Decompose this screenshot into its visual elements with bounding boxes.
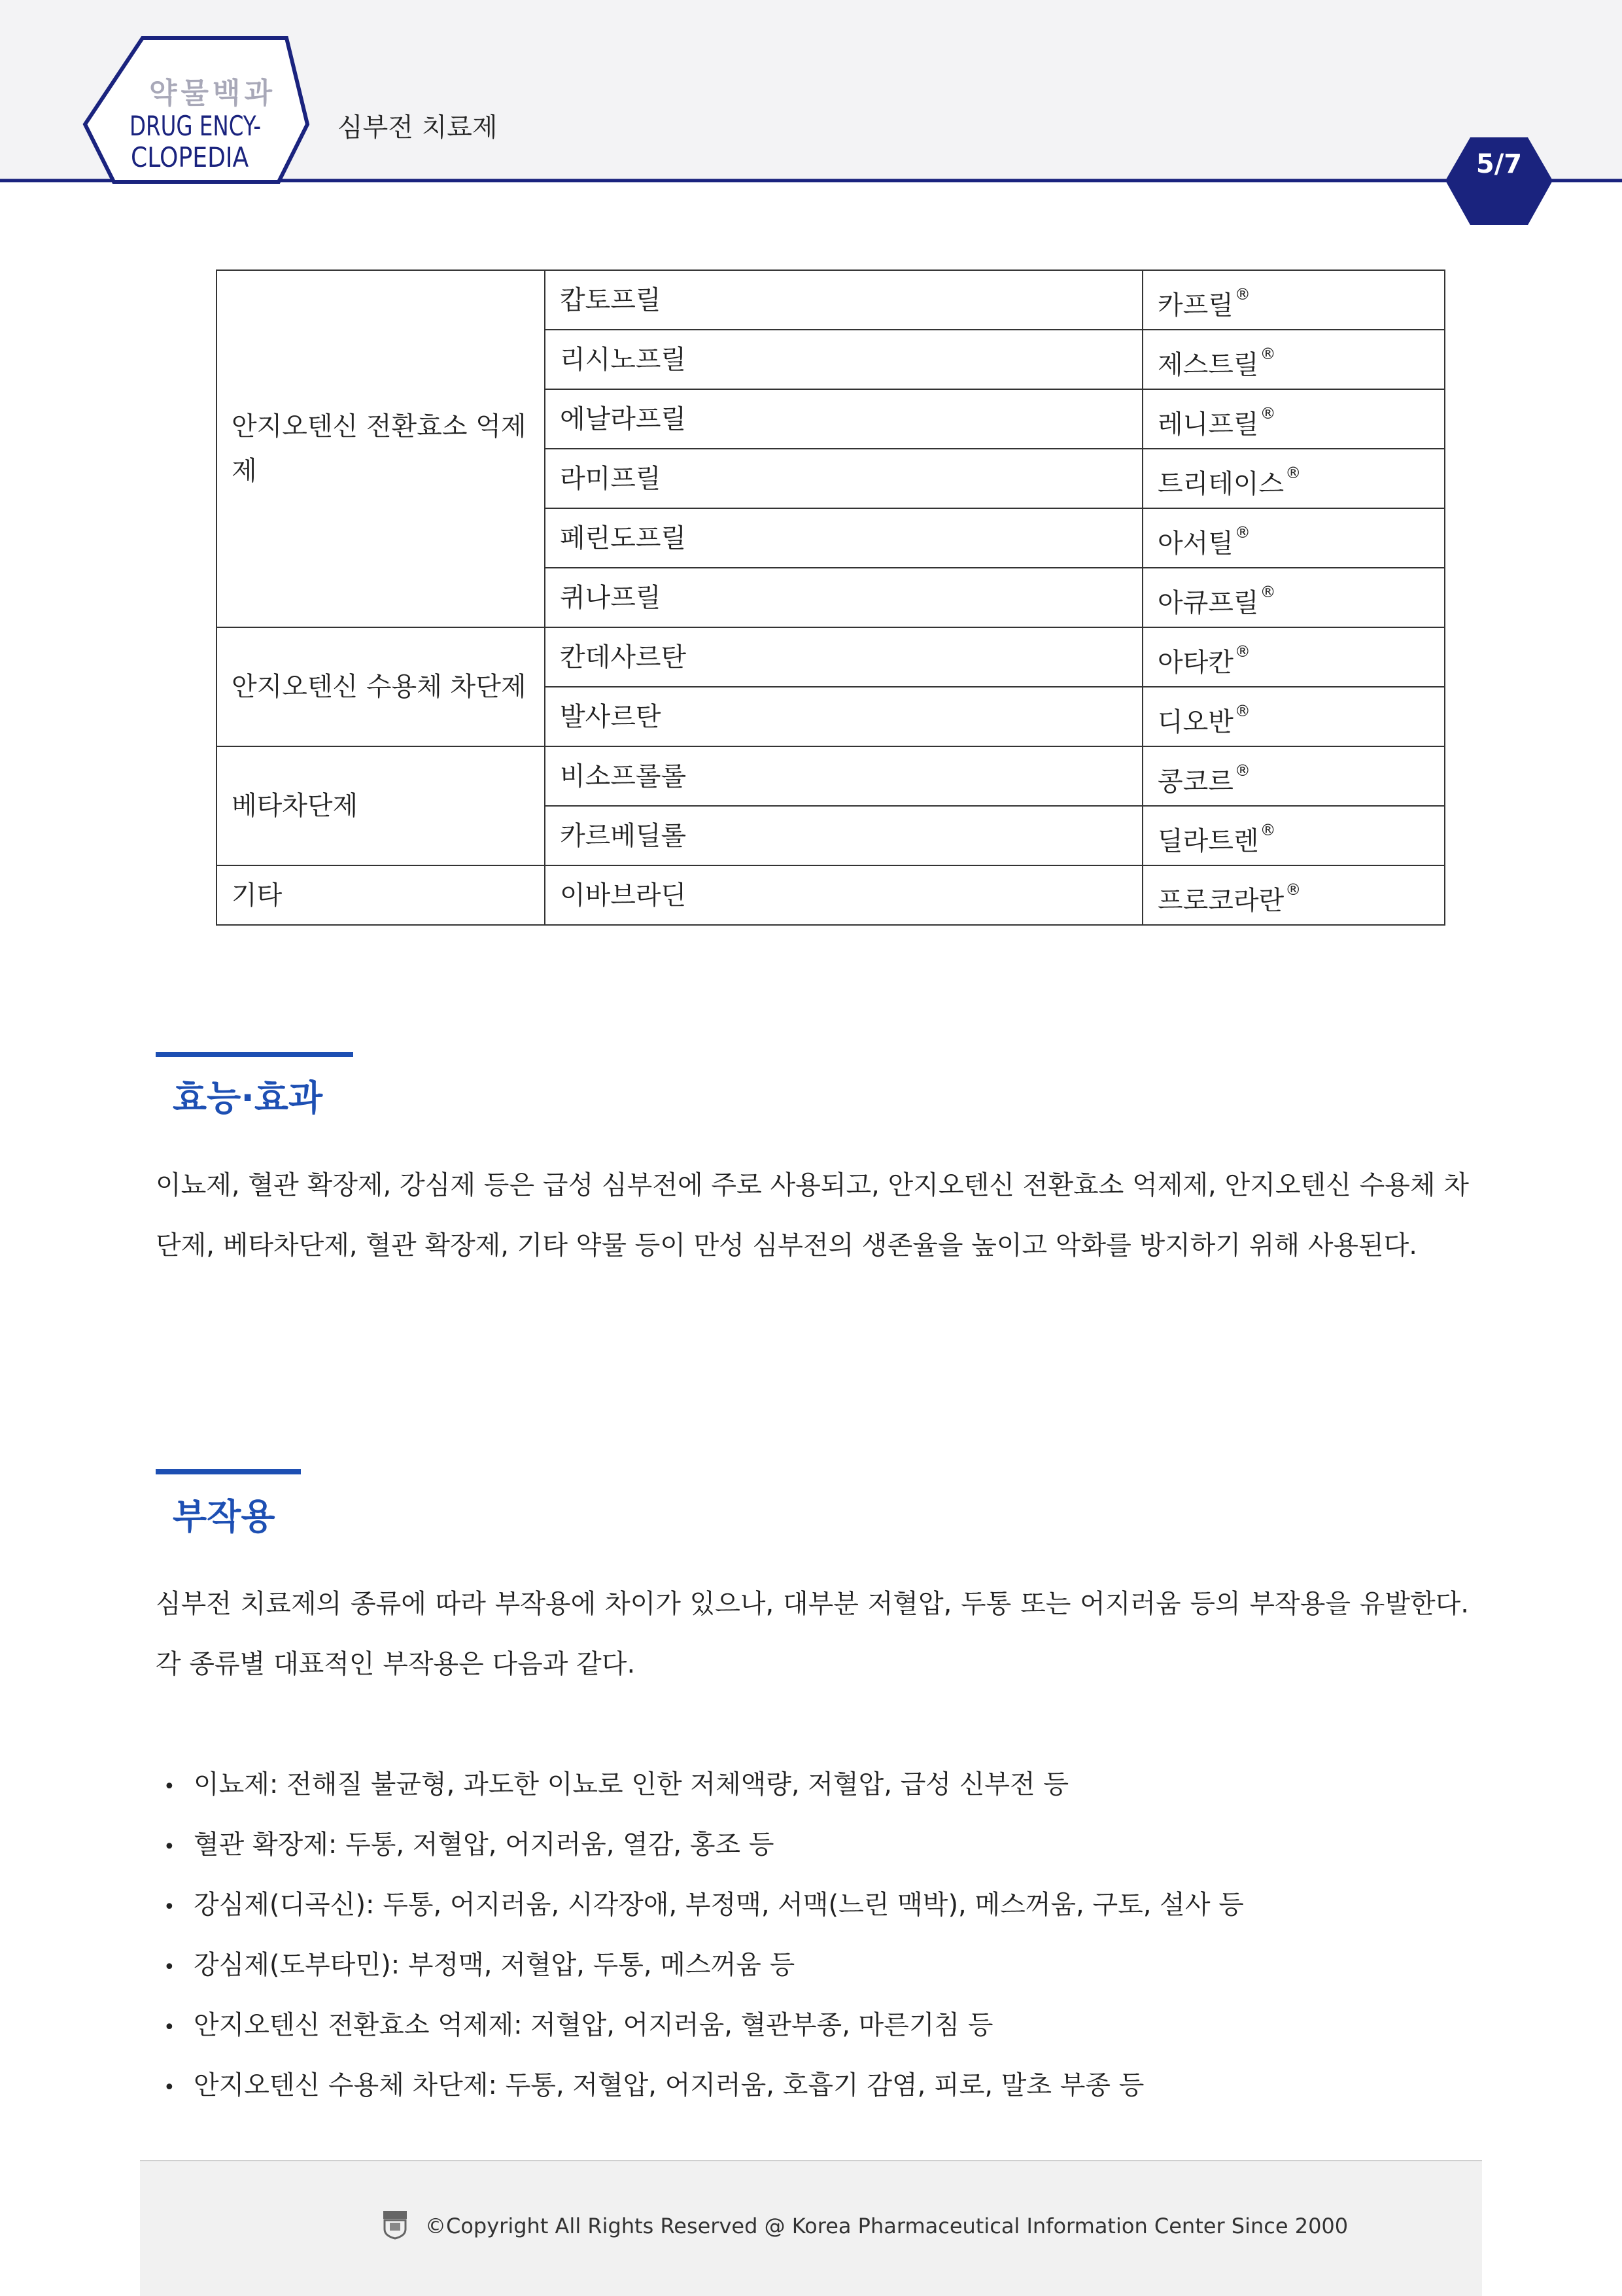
side-effects-heading: 부작용 <box>173 1496 275 1537</box>
list-item <box>164 1875 1244 1935</box>
generic-name-cell: 칸데사르탄 <box>545 627 1143 687</box>
side-effects-heading-bar <box>156 1469 301 1474</box>
document-title: 심부전 치료제 <box>337 113 498 143</box>
logo-korean: 약물백과 <box>148 77 276 110</box>
list-item <box>164 2055 1244 2115</box>
registered-mark: ® <box>1260 821 1276 839</box>
brand-name-cell <box>1143 806 1445 865</box>
brand-name: 제스트릴 <box>1158 350 1259 380</box>
generic-name-cell: 발사르탄 <box>545 687 1143 746</box>
brand-name-cell <box>1143 746 1445 806</box>
table-row <box>216 746 1445 806</box>
brand-name-cell <box>1143 627 1445 687</box>
generic-name-cell: 비소프롤롤 <box>545 746 1143 806</box>
brand-name: 콩코르 <box>1158 767 1234 797</box>
efficacy-heading-bar <box>156 1052 353 1057</box>
bullet-icon: • <box>164 1835 175 1858</box>
registered-mark: ® <box>1285 464 1302 482</box>
drug-class-cell: 기타 <box>216 865 545 925</box>
brand-name-cell <box>1143 508 1445 568</box>
copyright-text: ©Copyright All Rights Reserved @ Korea Pharmaceutical Information Center Since 2000 <box>425 2214 1349 2238</box>
registered-mark: ® <box>1234 761 1251 780</box>
registered-mark: ® <box>1234 642 1251 661</box>
efficacy-heading: 효능·효과 <box>173 1077 323 1119</box>
list-item <box>164 1935 1244 1995</box>
drug-class-cell: 안지오텐신 전환효소 억제제 <box>216 270 545 627</box>
generic-name-cell: 리시노프릴 <box>545 330 1143 389</box>
drug-class-cell: 베타차단제 <box>216 746 545 865</box>
brand-name: 프로코라란 <box>1158 886 1285 916</box>
side-effect-text: 강심제(디곡신): 두통, 어지러움, 시각장애, 부정맥, 서맥(느린 맥박), 메스꺼움, 구토, 설사 등 <box>194 1890 1244 1920</box>
brand-name-cell <box>1143 270 1445 330</box>
brand-name: 딜라트렌 <box>1158 826 1259 856</box>
side-effect-text: 안지오텐신 수용체 차단제: 두통, 저혈압, 어지러움, 호흡기 감염, 피로, 말초 부종 등 <box>194 2070 1145 2100</box>
table-row <box>216 627 1445 687</box>
bullet-icon: • <box>164 1956 175 1979</box>
generic-name-cell: 퀴나프릴 <box>545 568 1143 627</box>
registered-mark: ® <box>1260 345 1276 363</box>
logo-english-line1: DRUG ENCY- <box>129 110 262 142</box>
drug-table <box>216 270 1445 926</box>
list-item <box>164 1815 1244 1875</box>
bullet-icon: • <box>164 1775 175 1798</box>
list-item <box>164 1995 1244 2055</box>
generic-name-cell: 이바브라딘 <box>545 865 1143 925</box>
table-row <box>216 865 1445 925</box>
bullet-icon: • <box>164 1896 175 1919</box>
efficacy-paragraph: 이뇨제, 혈관 확장제, 강심제 등은 급성 심부전에 주로 사용되고, 안지오텐신 전환효소 억제제, 안지오텐신 수용체 차단제, 베타차단제, 혈관 확장제, 기타 약물 등이 만성 심부전의 생존율을 높이고 악화를 방지하기 위해 사용된다. <box>156 1170 1469 1261</box>
registered-mark: ® <box>1234 702 1251 720</box>
brand-name: 카프릴 <box>1158 290 1234 321</box>
brand-name: 아서틸 <box>1158 529 1234 559</box>
generic-name-cell: 카르베딜롤 <box>545 806 1143 865</box>
table-row <box>216 270 1445 330</box>
brand-name: 디오반 <box>1158 707 1234 737</box>
side-effect-text: 안지오텐신 전환효소 억제제: 저혈압, 어지러움, 혈관부종, 마른기침 등 <box>194 2010 993 2040</box>
side-effect-text: 이뇨제: 전해질 불균형, 과도한 이뇨로 인한 저체액량, 저혈압, 급성 신부전 등 <box>194 1769 1069 1800</box>
generic-name-cell: 캅토프릴 <box>545 270 1143 330</box>
brand-name-cell <box>1143 389 1445 449</box>
brand-name: 레니프릴 <box>1158 409 1259 440</box>
registered-mark: ® <box>1234 285 1251 304</box>
drug-table-body <box>216 270 1445 925</box>
logo-english-line2: CLOPEDIA <box>131 141 249 173</box>
registered-mark: ® <box>1260 404 1276 423</box>
generic-name-cell: 라미프릴 <box>545 449 1143 508</box>
list-item <box>164 1754 1244 1815</box>
brand-name-cell <box>1143 687 1445 746</box>
registered-mark: ® <box>1285 880 1302 899</box>
brand-name-cell <box>1143 568 1445 627</box>
side-effects-list <box>164 1754 1244 2115</box>
brand-name: 아큐프릴 <box>1158 588 1259 618</box>
side-effect-text: 혈관 확장제: 두통, 저혈압, 어지러움, 열감, 홍조 등 <box>194 1830 774 1860</box>
kpic-logo-icon <box>382 2210 408 2240</box>
generic-name-cell: 에날라프릴 <box>545 389 1143 449</box>
brand-name: 아타칸 <box>1158 648 1234 678</box>
side-effect-text: 강심제(도부타민): 부정맥, 저혈압, 두통, 메스꺼움 등 <box>194 1950 795 1980</box>
brand-name-cell <box>1143 330 1445 389</box>
page-number: 5/7 <box>1475 149 1523 179</box>
side-effects-intro: 심부전 치료제의 종류에 따라 부작용에 차이가 있으나, 대부분 저혈압, 두통 또는 어지러움 등의 부작용을 유발한다. 각 종류별 대표적인 부작용은 다음과 같다. <box>156 1589 1469 1679</box>
registered-mark: ® <box>1260 583 1276 601</box>
brand-name-cell <box>1143 449 1445 508</box>
drug-class-cell: 안지오텐신 수용체 차단제 <box>216 627 545 746</box>
bullet-icon: • <box>164 2016 175 2039</box>
registered-mark: ® <box>1234 523 1251 542</box>
generic-name-cell: 페린도프릴 <box>545 508 1143 568</box>
brand-name-cell <box>1143 865 1445 925</box>
brand-name: 트리테이스 <box>1158 469 1285 499</box>
bullet-icon: • <box>164 2076 175 2099</box>
